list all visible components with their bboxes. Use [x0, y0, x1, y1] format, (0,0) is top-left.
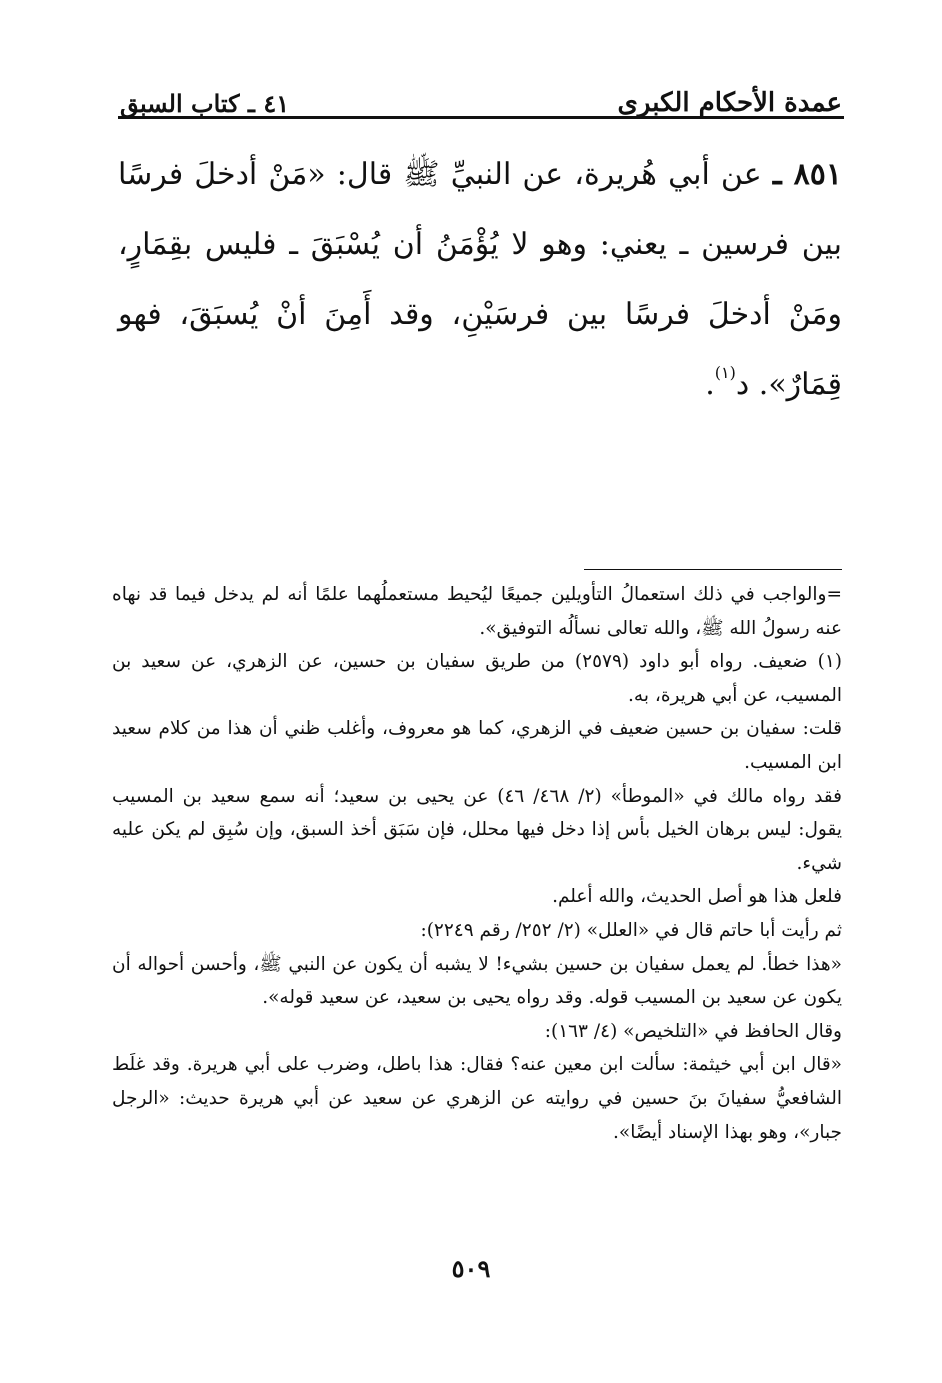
footnote-paragraph: «قال ابن أبي خيثمة: سألت ابن معين عنه؟ فقال: هذا باطل، وضرب على أبي هريرة. وقد غلَط الشافعيُّ سفيانَ بنَ حسين في روايته عن الزهري عن سعيد عن أبي هريرة حديث: «الرجل جبار»، وهو بهذا الإسناد أيضًا». [112, 1054, 842, 1143]
footnote-paragraph: ثم رأيت أبا حاتم قال في «العلل» (٢/ ٢٥٢/ رقم ٢٢٤٩): [420, 919, 842, 941]
footnote-paragraph: فقد رواه مالك في «الموطأ» (٢/ ٤٦٨/ ٤٦) عن يحيى بن سعيد؛ أنه سمع سعيد بن المسيب يقول: ليس برهان الخيل بأس إذا دخل فيها محلل، فإن سَبَق أخذ السبق، وإن سُبِق لم يكن عليه شيء. [112, 785, 842, 874]
footnote-paragraph: (١) ضعيف. رواه أبو داود (٢٥٧٩) من طريق سفيان بن حسين، عن الزهري، عن سعيد بن المسيب، عن أبي هريرة، به. [112, 651, 842, 706]
footnote-paragraph: =والواجب في ذلك استعمالُ التأويلين جميعًا ليُحيط مستعملُهما علمًا أنه لم يدخل فيما قد نهاه عنه رسولُ الله ﷺ، والله تعالى نسألُه التوفيق». [112, 584, 842, 639]
hadith-text [118, 140, 842, 420]
footnote-paragraph: فلعل هذا هو أصل الحديث، والله أعلم. [552, 886, 842, 908]
hadith-number: ٨٥١ ـ [772, 157, 842, 192]
footnote-divider [584, 569, 842, 570]
header-divider [118, 116, 844, 119]
hadith-body: عن أبي هُريرة، عن النبيِّ ﷺ قال: «مَنْ أدخلَ فرسًا بين فرسين ـ يعني: وهو لا يُؤْمَنُ أن يُسْبَقَ ـ فليس بقِمَارٍ، ومَنْ أدخلَ فرسًا بين فرسَيْنِ، وقد أَمِنَ أنْ يُسبَقَ، فهو قِمَارٌ». د [118, 157, 842, 402]
chapter-title: ٤١ ـ كتاب السبق [120, 89, 290, 118]
footnote-marker: (١) [714, 363, 736, 382]
footnote-paragraph: وقال الحافظ في «التلخيص» (٤/ ١٦٣): [544, 1020, 842, 1042]
footnotes [112, 578, 842, 1149]
footnote-paragraph: «هذا خطأ. لم يعمل سفيان بن حسين بشيء! لا يشبه أن يكون عن النبي ﷺ، وأحسن أحواله أن يكون عن سعيد بن المسيب قوله. وقد رواه يحيى بن سعيد، عن سعيد قوله». [112, 953, 842, 1009]
running-title: عمدة الأحكام الكبرى [617, 88, 842, 118]
page-header [120, 78, 842, 116]
page-number: ٥٠٩ [451, 1254, 491, 1283]
footnote-paragraph: قلت: سفيان بن حسين ضعيف في الزهري، كما هو معروف، وأغلب ظني أن هذا من كلام سعيد ابن المسيب. [112, 718, 842, 773]
hadith-end: . [705, 367, 715, 402]
